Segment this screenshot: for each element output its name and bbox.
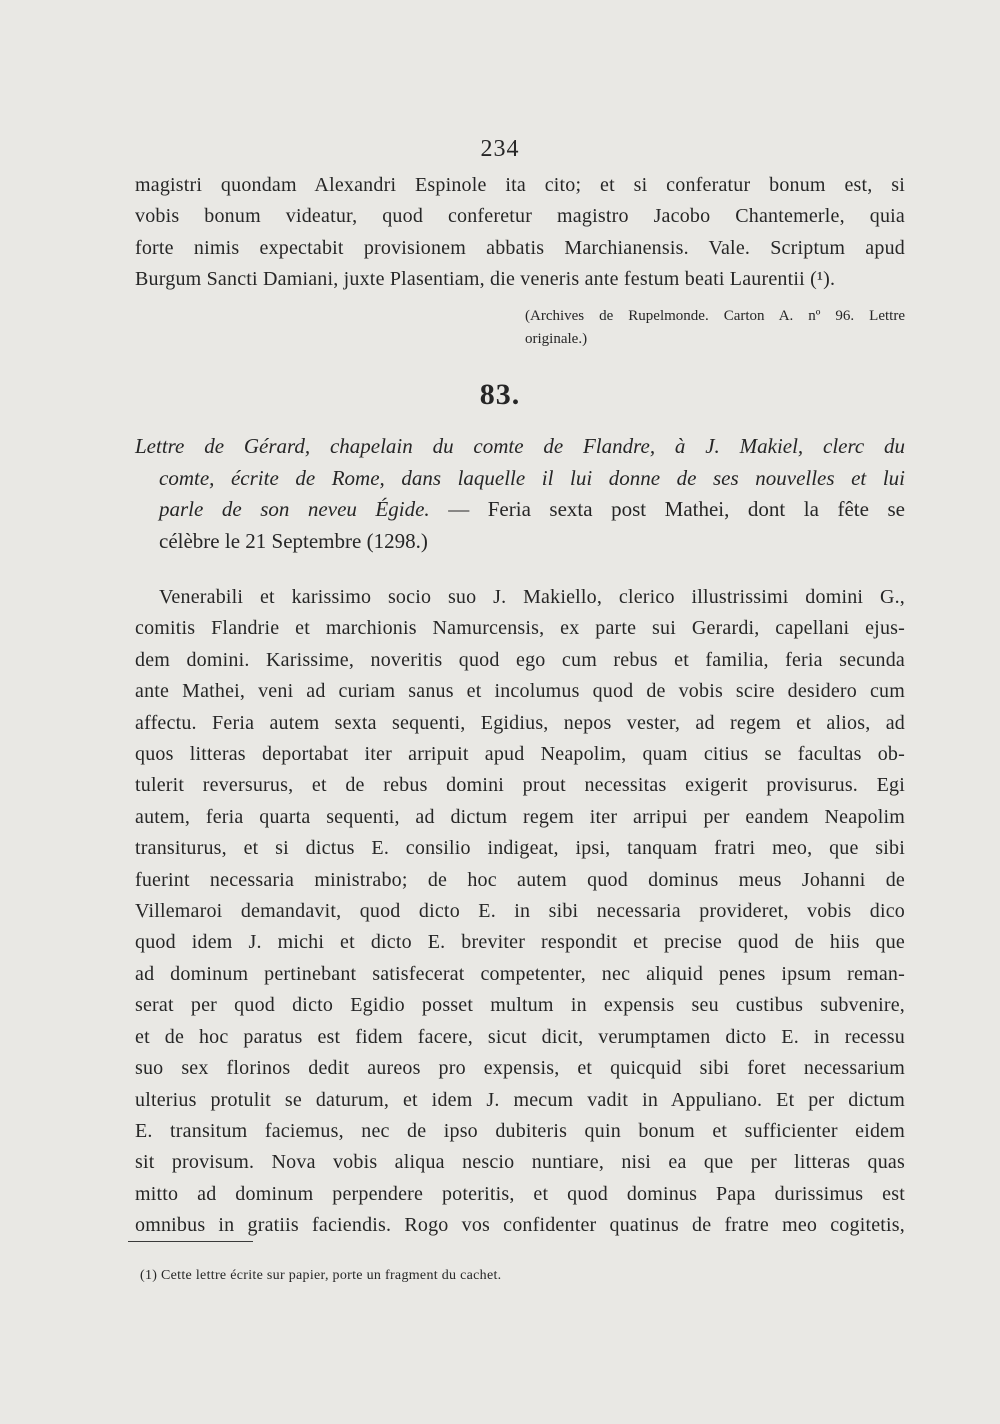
text-line: autem, feria quarta sequenti, ad dictum regem iter arripui per eandem Neapolim (135, 805, 905, 828)
heading-line (135, 526, 905, 558)
heading-italic: comte, écrite de Rome, dans laquelle il lui donne de ses nouvelles et lui (159, 465, 905, 490)
intro-paragraph (135, 170, 905, 296)
text-line: (Archives de Rupelmonde. Carton A. nº 96. Lettre (525, 308, 905, 324)
text-line: ante Mathei, veni ad curiam sanus et incolumus quod de vobis scire desidero cum (135, 680, 905, 703)
document-heading (135, 431, 905, 557)
text-line: Burgum Sancti Damiani, juxte Plasentiam, die veneris ante festum beati Laurentii (¹). (135, 268, 836, 291)
text-line: et de hoc paratus est fidem facere, sicut dicit, verumptamen dicto E. in recessu (135, 1025, 905, 1048)
document-number: 83. (479, 378, 521, 411)
text-line: affectu. Feria autem sexta sequenti, Egidius, nepos vester, ad regem et alios, ad (135, 711, 905, 734)
text-line: suo sex florinos dedit aureos pro expensis, et quicquid sibi foret necessarium (135, 1057, 905, 1080)
archive-reference (525, 305, 905, 351)
text-line: originale.) (525, 331, 588, 347)
text-line: quos litteras deportabat iter arripuit apud Neapolim, quam citius se facultas ob- (135, 743, 905, 766)
text-line: Villemaroi demandavit, quod dicto E. in sibi necessaria provideret, vobis dico (135, 900, 905, 923)
text-line: tulerit reversurus, et de rebus domini prout necessitas exigerit provisurus. Egi (135, 774, 905, 797)
page-number: 234 (480, 136, 520, 162)
heading-line (135, 431, 905, 463)
text-line: ulterius protulit se daturum, et idem J. mecum vadit in Appuliano. Et per dictum (135, 1088, 905, 1111)
text-line: fuerint necessaria ministrabo; de hoc autem quod dominus meus Johanni de (135, 868, 905, 891)
text-line: forte nimis expectabit provisionem abbatis Marchianensis. Vale. Scriptum apud (135, 236, 905, 259)
heading-italic: parle de son neveu Égide. (159, 497, 430, 521)
heading-line (135, 463, 905, 495)
text-line: omnibus in gratiis faciendis. Rogo vos confidenter quatinus de fratre meo cogitetis, (135, 1214, 905, 1237)
text-line: dem domini. Karissime, noveritis quod ego cum rebus et familia, feria secunda (135, 648, 905, 671)
text-line: comitis Flandrie et marchionis Namurcensis, ex parte sui Gerardi, capellani ejus- (135, 617, 905, 640)
text-line: transiturus, et si dictus E. consilio indigeat, ipsi, tanquam fratri meo, que sibi (135, 837, 905, 860)
text-line: ad dominum pertinebant satisfecerat competenter, nec aliquid penes ipsum reman- (135, 962, 905, 985)
text-line: serat per quod dicto Egidio posset multum in expensis seu custibus subvenire, (135, 994, 905, 1017)
text-line: Venerabili et karissimo socio suo J. Makiello, clerico illustrissimi domini G., (159, 586, 905, 608)
text-line: quod idem J. michi et dicto E. breviter respondit et precise quod de hiis que (135, 931, 905, 954)
footnote: (1) Cette lettre écrite sur papier, porte un fragment du cachet. (140, 1268, 502, 1283)
heading-italic: Lettre de Gérard, chapelain du comte de Flandre, à J. Makiel, clerc du (135, 434, 905, 458)
text-line: mitto ad dominum perpendere poteritis, et quod dominus Papa durissimus est (135, 1182, 905, 1205)
footnote-divider (128, 1241, 253, 1242)
heading-roman: célèbre le 21 Septembre (1298.) (159, 528, 428, 553)
text-line: vobis bonum videatur, quod conferetur magistro Jacobo Chantemerle, quia (135, 205, 905, 228)
heading-line (135, 494, 905, 526)
letter-body (135, 582, 905, 1242)
heading-roman: — Feria sexta post Mathei, dont la fête se (429, 497, 905, 521)
text-line: sit provisum. Nova vobis aliqua nescio nuntiare, nisi ea que per litteras quas (135, 1151, 905, 1174)
text-line: E. transitum faciemus, nec de ipso dubiteris quin bonum et sufficienter eidem (135, 1119, 905, 1142)
text-line: magistri quondam Alexandri Espinole ita cito; et si conferatur bonum est, si (135, 174, 905, 196)
